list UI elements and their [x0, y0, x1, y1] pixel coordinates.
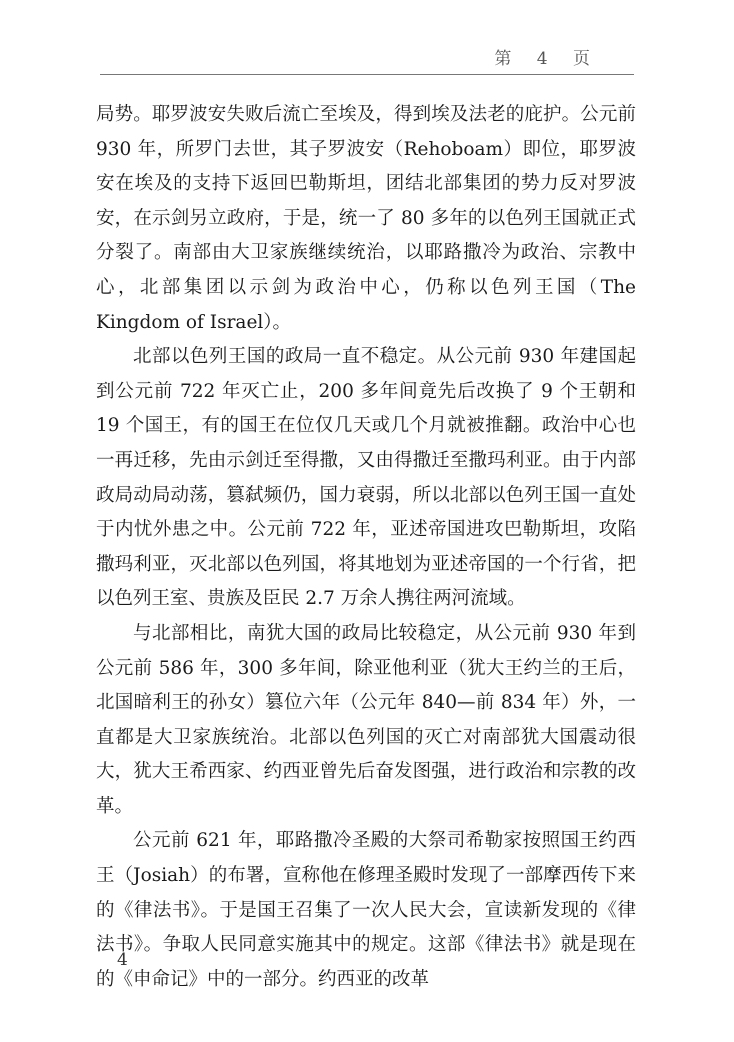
header-label-prefix: 第: [494, 49, 514, 69]
paragraph-3: 与北部相比，南犹大国的政局比较稳定，从公元前 930 年到公元前 586 年，300 多年间，除亚他利亚（犹大王约兰的王后，北国暗利王的孙女）篡位六年（公元年 840—前 834 年）外，一直都是大卫家族统治。北部以色列国的灭亡对南部犹大国震动很大，犹大王希西家、约西亚曾先后奋发图强，进行政治和宗教的改革。: [96, 622, 636, 817]
footer-page-number: 4: [117, 950, 128, 970]
paragraph-4: 公元前 621 年，耶路撒冷圣殿的大祭司希勒家按照国王约西王（Josiah）的布署，宣称他在修理圣殿时发现了一部摩西传下来的《律法书》。于是国王召集了一次人民大会，宣读新发现的《律法书》。争取人民同意实施其中的规定。这部《律法书》就是现在的《申命记》中的一部分。约西亚的改革: [96, 830, 636, 990]
paragraph-2: 北部以色列王国的政局一直不稳定。从公元前 930 年建国起到公元前 722 年灭亡止，200 多年间竟先后改换了 9 个王朝和 19 个国王，有的国王在位仅几天或几个月就被推翻。政治中心也一再迁移，先由示剑迁至得撒，又由得撒迁至撒玛利亚。由于内部政局动局动荡，篡弑频仍，国力衰弱，所以北部以色列王国一直处于内忧外患之中。公元前 722 年，亚述帝国进攻巴勒斯坦，攻陷撒玛利亚，灭北部以色列国，将其地划为亚述帝国的一个行省，把以色列王室、贵族及臣民 2.7 万余人携往两河流域。: [96, 346, 636, 610]
body-text: [96, 98, 636, 997]
paragraph-1: 局势。耶罗波安失败后流亡至埃及，得到埃及法老的庇护。公元前 930 年，所罗门去世，其子罗波安（Rehoboam）即位，耶罗波安在埃及的支持下返回巴勒斯坦，团结北部集团的势力反对罗波安，在示剑另立政府，于是，统一了 80 多年的以色列王国就正式分裂了。南部由大卫家族继续统治，以耶路撒冷为政治、宗教中心，北部集团以示剑为政治中心，仍称以色列王国（The Kingdom of Israel）。: [96, 104, 636, 333]
header-page-number: 4: [536, 49, 550, 69]
running-header: [486, 44, 600, 69]
header-label-suffix: 页: [573, 49, 592, 69]
header-divider: [100, 74, 634, 75]
